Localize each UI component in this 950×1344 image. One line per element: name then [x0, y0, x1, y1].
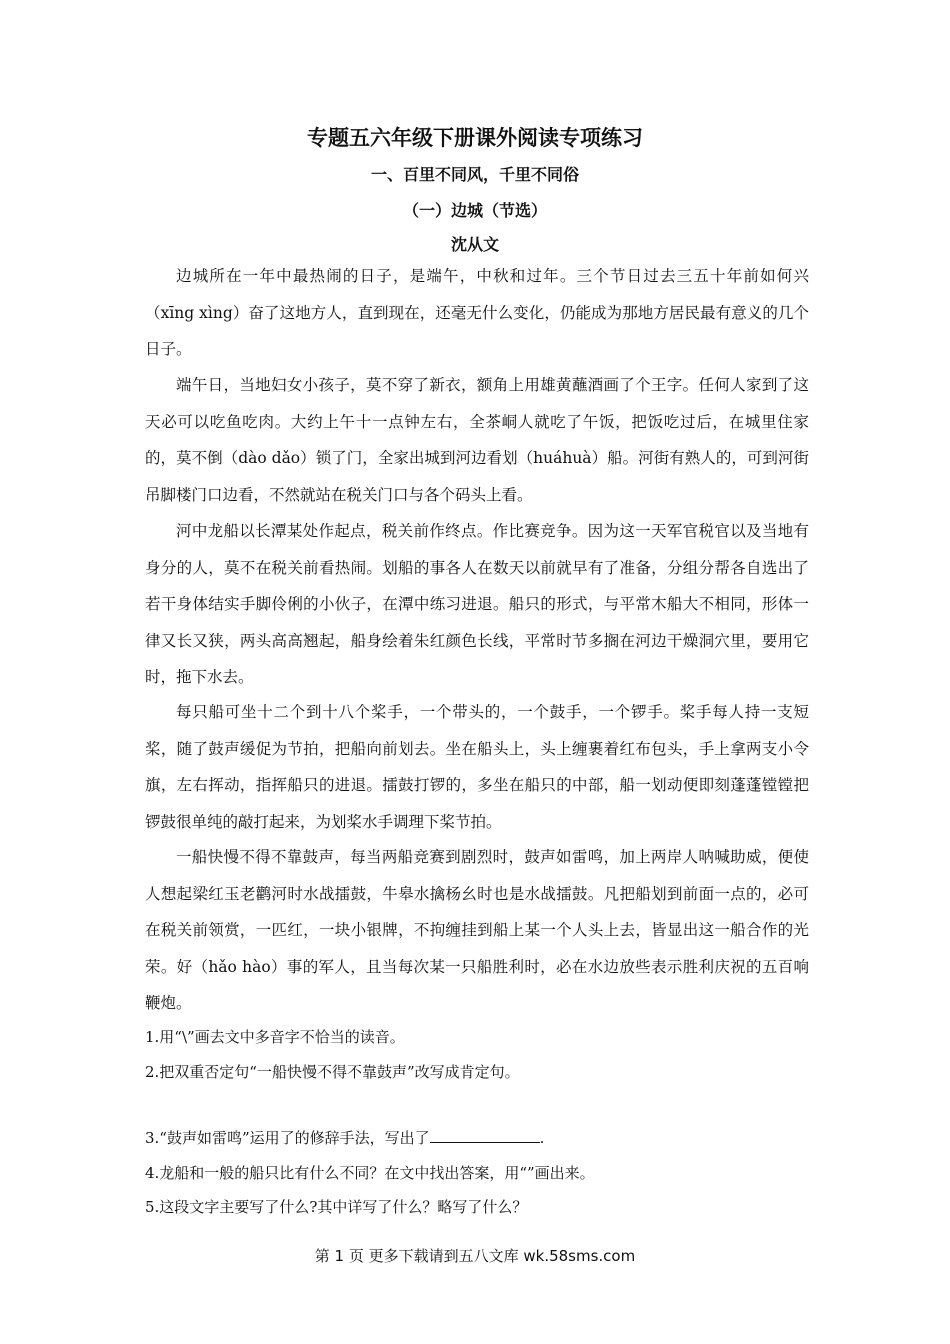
question-3	[145, 1127, 825, 1148]
page-footer: 第 1 页 更多下载请到五八文库 wk.58sms.com	[314, 1247, 636, 1265]
section-heading: 一、百里不同风，千里不同俗	[370, 165, 579, 184]
question-4: 4.龙船和一般的船只比有什么不同？在文中找出答案，用“”画出来。	[145, 1164, 595, 1182]
question-2: 2.把双重否定句“一船快慢不得不靠鼓声”改写成肯定句。	[145, 1063, 520, 1081]
question-1: 1.用“\”画去文中多音字不恰当的读音。	[145, 1028, 405, 1046]
author-name: 沈从文	[450, 235, 499, 254]
paragraph-text: 边城所在一年中最热闹的日子，是端午，中秋和过年。三个节日过去三五十年前如何兴（xīng xìng）奋了这地方人，直到现在，还毫无什么变化，仍能成为那地方居民最有意义的几个日子。	[145, 267, 809, 359]
page-title: 专题五六年级下册课外阅读专项练习	[307, 126, 643, 150]
paragraph-text: 每只船可坐十二个到十八个桨手，一个带头的，一个鼓手，一个锣手。桨手每人持一支短桨，随了鼓声缓促为节拍，把船向前划去。坐在船头上，头上缠裹着红布包头，手上拿两支小令旗，左右挥动，指挥船只的进退。擂鼓打锣的，多坐在船只的中部，船一划动便即刻蓬蓬镗镗把锣鼓很单纯的敲打起来，为划桨水手调理下桨节拍。	[145, 703, 809, 831]
answer-blank[interactable]	[430, 1128, 540, 1143]
paragraph-3	[145, 513, 809, 696]
article-title: （一）边城（节选）	[402, 201, 547, 220]
paragraph-text: 端午日，当地妇女小孩子，莫不穿了新衣，额角上用雄黄蘸酒画了个王字。任何人家到了这天必可以吃鱼吃肉。大约上午十一点钟左右，全茶峒人就吃了午饭，把饭吃过后，在城里住家的，莫不倒（dào dǎo）锁了门，全家出城到河边看划（huáhuà）船。河街有熟人的，可到河街吊脚楼门口边看，不然就站在税关门口与各个码头上看。	[145, 376, 809, 504]
question-3-text: 3.“鼓声如雷鸣”运用了的修辞手法，写出了	[145, 1129, 430, 1147]
paragraph-text: 一船快慢不得不靠鼓声，每当两船竞赛到剧烈时，鼓声如雷鸣，加上两岸人呐喊助威，便使人想起梁红玉老鹳河时水战擂鼓，牛皋水擒杨幺时也是水战擂鼓。凡把船划到前面一点的，必可在税关前领赏，一匹红，一块小银牌，不拘缠挂到船上某一个人头上去，皆显出这一船合作的光荣。好（hǎo hào）事的军人，且当每次某一只船胜利时，必在水边放些表示胜利庆祝的五百响鞭炮。	[145, 848, 809, 1013]
paragraph-1	[145, 258, 809, 368]
paragraph-4	[145, 694, 809, 840]
paragraph-text: 河中龙船以长潭某处作起点，税关前作终点。作比赛竞争。因为这一天军官税官以及当地有身分的人，莫不在税关前看热闹。划船的事各人在数天以前就早有了准备，分组分帮各自选出了若干身体结实手脚伶俐的小伙子，在潭中练习进退。船只的形式，与平常木船大不相同，形体一律又长又狭，两头高高翘起，船身绘着朱红颜色长线，平常时节多搁在河边干燥洞穴里，要用它时，拖下水去。	[145, 522, 809, 687]
paragraph-2	[145, 367, 809, 513]
question-5: 5.这段文字主要写了什么?其中详写了什么？略写了什么？	[145, 1198, 528, 1216]
question-3-end: .	[539, 1129, 545, 1147]
paragraph-5	[145, 839, 809, 1022]
